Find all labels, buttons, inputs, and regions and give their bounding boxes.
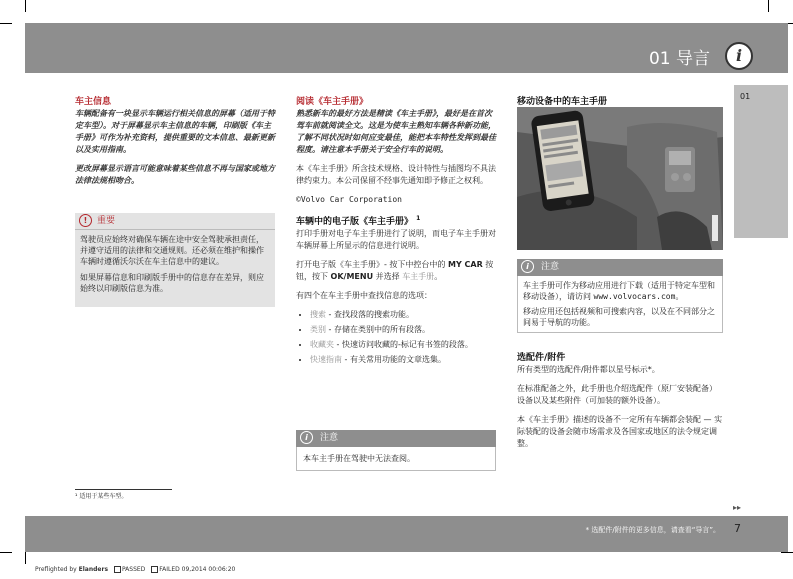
note-box-driving [296, 430, 496, 471]
note-header [296, 430, 496, 447]
mobile-note-text: 车主手册可作为移动应用进行下载（适用于特定车型和移动设备），请访问 [523, 281, 715, 301]
owner-info-language-note: 更改屏幕显示语言可能意味着某些信息不再与国家或地方法律法规相吻合。 [75, 164, 275, 185]
car-interior-photo [517, 107, 723, 250]
heading-accessories: 选配件/附件 [517, 353, 566, 363]
search-options-list [296, 309, 497, 366]
column-1 [75, 96, 275, 194]
heading-mobile-manual: 移动设备中的车主手册 [517, 97, 608, 107]
list-item [310, 339, 497, 351]
info-icon: i [725, 42, 753, 70]
crop-mark [0, 23, 12, 24]
note-header [517, 259, 723, 276]
volvo-url-link[interactable]: www.volvocars.com [593, 292, 676, 301]
note-title: 注意 [320, 433, 339, 443]
note-body: 本车主手册在驾驶中无法查阅。 [296, 447, 496, 471]
list-item [310, 354, 497, 366]
accessories-p2: 在标准配备之外，此手册也介绍选配件（原厂安装配备）设备以及某些附件（可加装的额外设备）。 [517, 384, 717, 405]
warning-p1: 驾驶员应始终对确保车辆在途中安全驾驶承担责任，并遵守适用的法律和交通规则。还必须在维护和操作车辆时遵循沃尔沃在车主信息中的建议。 [80, 235, 264, 266]
note-body [517, 276, 723, 333]
digital-manual-title: 车辆中的电子版《车主手册》 [296, 217, 414, 227]
quick-guide-link[interactable]: 快速指南 [310, 355, 342, 364]
list-item-text: - 查找段落的搜索功能。 [326, 310, 414, 319]
note-box-mobile [517, 259, 723, 333]
read-manual-intro: 熟悉新车的最好方法是精读《车主手册》，最好是在首次驾车前就阅读全文。这是为使车主熟知车辆各种新功能，了解不同状况时如何应变最佳，能把本车特性发挥到最佳程度。请注意本手册关于安全行车的说明。 [296, 109, 496, 154]
owner-manual-link[interactable]: 车主手册 [402, 272, 435, 281]
photo-illustration [517, 107, 723, 250]
open-text-c: 按钮，按下 [296, 260, 494, 281]
accessories-p3: 本《车主手册》描述的设备不一定所有车辆都会装配 — 实际装配的设备会随市场需求及各国家或地区的法令规定调整。 [517, 415, 723, 448]
preflight-passed: PASSED [121, 566, 146, 573]
warning-header [75, 213, 275, 230]
warning-title: 重要 [97, 216, 116, 226]
warning-box [75, 213, 275, 307]
crop-mark [25, 552, 26, 564]
mobile-note-p2: 移动应用还包括视频和可搜索内容，以及在不同部分之间易于导航的功能。 [523, 307, 715, 327]
footnote-divider [75, 489, 172, 490]
footnote: ¹ 适用于某些车型。 [75, 493, 128, 500]
ok-menu-label: OK/MENU [330, 272, 374, 281]
note-icon: i [521, 260, 534, 273]
warning-p2: 如果屏幕信息和印刷版手册中的信息存在差异，则应始终以印刷版信息为准。 [80, 273, 264, 293]
open-text-e: 并选择 [375, 272, 400, 281]
warning-body [75, 230, 275, 298]
heading-read-manual: 阅读《车主手册》 [296, 97, 369, 107]
preflight-prefix: Preflighted by [35, 566, 77, 573]
crop-mark [0, 552, 12, 553]
list-item-text: - 快速访问收藏的-标记有书签的段落。 [334, 340, 473, 349]
crop-mark [781, 552, 793, 553]
preflight-failed: FAILED [159, 566, 182, 573]
checkbox-icon [114, 566, 121, 573]
crop-mark [25, 0, 26, 12]
owner-info-intro: 车辆配备有一块显示车辆运行相关信息的屏幕（适用于特定车型）。对于屏幕显示车主信息的车辆，印刷版《车主手册》可作为补充资料，提供重要的文本信息、最新更新以及实用指南。 [75, 109, 275, 154]
chapter-side-tab[interactable] [734, 85, 788, 238]
crop-mark [768, 0, 769, 12]
search-link[interactable]: 搜索 [310, 310, 326, 319]
preflight-brand: Elanders [78, 566, 109, 573]
side-tab-label: 01 [740, 92, 751, 101]
digital-manual-desc: 打印手册对电子车主手册进行了说明，而电子车主手册对车辆屏幕上所显示的信息进行说明。 [296, 229, 496, 250]
list-item-text: - 存储在类别中的所有段落。 [326, 325, 430, 334]
checkbox-icon [151, 566, 158, 573]
chapter-title: 01 导言 [648, 49, 710, 69]
mobile-note-p1 [523, 280, 717, 302]
heading-digital-manual [296, 213, 497, 228]
copyright: ©Volvo Car Corporation [296, 195, 402, 204]
warning-icon: ! [79, 214, 92, 227]
note-title: 注意 [541, 262, 560, 272]
mobile-note-end: 。 [675, 292, 684, 301]
digital-manual-open [296, 259, 497, 283]
list-item [310, 309, 497, 321]
open-text-a: 打开电子版《车主手册》- 按下中控台中的 [296, 260, 446, 269]
footnote-ref[interactable]: 1 [416, 215, 421, 222]
note-icon: i [300, 431, 313, 444]
column-2 [296, 96, 497, 369]
footer-note: * 选配件/附件的更多信息，请查看“导言”。 [585, 526, 720, 534]
preflight-stamp [35, 566, 235, 573]
heading-owner-info: 车主信息 [75, 97, 112, 107]
open-text-end: 。 [434, 272, 443, 281]
my-car-button-label: MY CAR [447, 260, 483, 269]
category-link[interactable]: 类别 [310, 325, 326, 334]
list-item [310, 324, 497, 336]
page-number: 7 [734, 522, 741, 535]
list-item-text: - 有关常用功能的文章选集。 [342, 355, 446, 364]
accessories-p1: 所有类型的选配件/附件都以星号标示*。 [517, 365, 660, 374]
search-options-intro: 有四个在车主手册中查找信息的选项： [296, 291, 432, 300]
preflight-timestamp: 09,2014 00:06:20 [181, 566, 236, 573]
accessories-section [517, 352, 723, 457]
read-manual-legal: 本《车主手册》所含技术规格、设计特性与插图均不具法律约束力。本公司保留不经事先通知即予修正之权利。 [296, 164, 496, 185]
favorites-link[interactable]: 收藏夹 [310, 340, 334, 349]
next-page-icon[interactable]: ▸▸ [733, 503, 742, 512]
